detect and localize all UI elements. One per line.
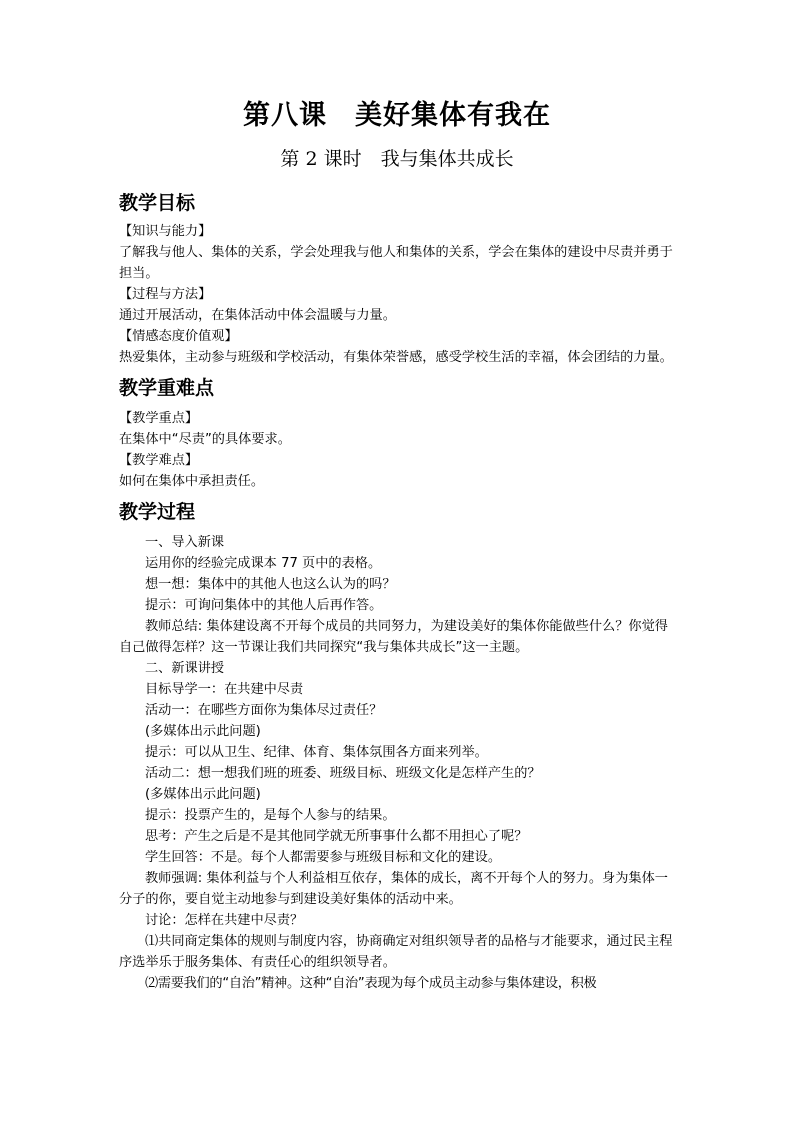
process-paragraph: (多媒体出示此问题) <box>145 724 261 739</box>
process-paragraph: 学生回答：不是。每个人都需要参与班级目标和文化的建设。 <box>145 850 502 865</box>
process-paragraph: ⑵需要我们的“自治”精神。这种“自治”表现为每个成员主动参与集体建设，积极 <box>145 976 597 991</box>
process-paragraph: 提示：可询问集体中的其他人后再作答。 <box>145 598 383 613</box>
process-paragraph: 教师总结: 集体建设离不开每个成员的共同努力，为建设美好的集体你能做些什么？你觉得自己做得怎样？这一节课让我们共同探究“我与集体共成长”这一主题。 <box>119 619 668 655</box>
process-paragraph: 教师强调: 集体利益与个人利益相互依存，集体的成长，离不开每个人的努力。身为集体一分子的你，要自觉主动地参与到建设美好集体的活动中来。 <box>119 871 668 907</box>
process-paragraph: 活动二：想一想我们班的班委、班级目标、班级文化是怎样产生的？ <box>145 766 541 781</box>
process-paragraph: 一、导入新课 <box>145 535 225 550</box>
process-paragraph: 目标导学一：在共建中尽责 <box>145 682 304 697</box>
process-paragraph: 想一想：集体中的其他人也这么认为的吗？ <box>145 577 396 592</box>
process-paragraph: 活动一：在哪些方面你为集体尽过责任？ <box>145 703 383 718</box>
process-paragraph: 运用你的经验完成课本 77 页中的表格。 <box>145 556 382 571</box>
process-paragraph: ⑴共同商定集体的规则与制度内容，协商确定对组织领导者的品格与才能要求，通过民主程序选举乐于服务集体、有责任心的组织领导者。 <box>119 934 673 970</box>
text-emotion: 热爱集体，主动参与班级和学校活动，有集体荣誉感，感受学校生活的幸福，体会团结的力量。 <box>119 350 673 365</box>
label-process: 【过程与方法】 <box>119 287 212 302</box>
text-difficult-point: 如何在集体中承担责任。 <box>119 474 265 489</box>
label-knowledge: 【知识与能力】 <box>119 224 212 239</box>
text-knowledge: 了解我与他人、集体的关系，学会处理我与他人和集体的关系，学会在集体的建设中尽责并勇于担当。 <box>119 245 673 281</box>
process-paragraph: (多媒体出示此问题) <box>145 787 261 802</box>
label-emotion: 【情感态度价值观】 <box>119 329 238 344</box>
process-paragraph: 讨论：怎样在共建中尽责？ <box>145 913 304 928</box>
section-heading-process: 教学过程 <box>119 501 196 523</box>
label-difficult-point: 【教学难点】 <box>119 453 199 468</box>
text-key-point: 在集体中“尽责”的具体要求。 <box>119 432 291 447</box>
process-paragraph: 提示：投票产生的，是每个人参与的结果。 <box>145 808 396 823</box>
process-paragraph: 提示：可以从卫生、纪律、体育、集体氛围各方面来列举。 <box>145 745 488 760</box>
lesson-subtitle: 第 2 课时 我与集体共成长 <box>280 148 514 170</box>
document-body <box>119 184 679 994</box>
label-key-point: 【教学重点】 <box>119 411 199 426</box>
section-heading-key-points: 教学重难点 <box>119 377 215 399</box>
lesson-title: 第八课 美好集体有我在 <box>243 100 551 131</box>
text-process: 通过开展活动，在集体活动中体会温暖与力量。 <box>119 308 396 323</box>
process-paragraph: 思考：产生之后是不是其他同学就无所事事什么都不用担心了呢？ <box>145 829 528 844</box>
process-paragraph: 二、新课讲授 <box>145 661 225 676</box>
section-heading-objectives: 教学目标 <box>119 192 196 214</box>
